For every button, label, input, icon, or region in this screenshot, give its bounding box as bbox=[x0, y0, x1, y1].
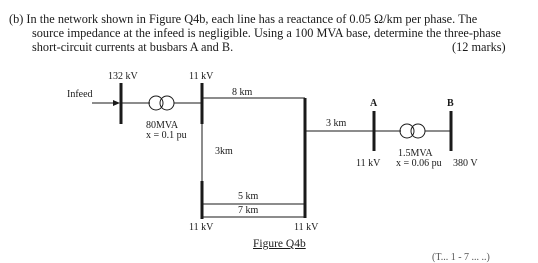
t2-rating-label: 1.5MVA bbox=[398, 148, 433, 159]
transformer-t1-secondary-winding bbox=[160, 96, 174, 110]
transformer-t1-primary-winding bbox=[149, 96, 163, 110]
question-line-2: source impedance at the infeed is negligible. Using a 100 MVA base, determine the three-phase bbox=[32, 26, 501, 40]
length-5km-label: 5 km bbox=[238, 191, 259, 202]
transformer-t2-secondary-winding bbox=[411, 124, 425, 138]
infeed-arrowhead bbox=[113, 100, 120, 106]
voltage-380v-label: 380 V bbox=[453, 158, 478, 169]
length-8km-label: 8 km bbox=[232, 87, 253, 98]
voltage-11kv-bottom-left-label: 11 kV bbox=[189, 222, 214, 233]
infeed-label: Infeed bbox=[67, 89, 93, 100]
t2-reactance-label: x = 0.06 pu bbox=[396, 158, 442, 169]
question-line-3: short-circuit currents at busbars A and B. bbox=[32, 40, 234, 54]
footer-fragment: (T... 1 - 7 ... ..) bbox=[432, 252, 490, 263]
t1-rating-label: 80MVA bbox=[146, 120, 179, 131]
voltage-11kv-a-label: 11 kV bbox=[356, 158, 381, 169]
busbar-a-label: A bbox=[370, 98, 378, 109]
voltage-132kv-label: 132 kV bbox=[108, 71, 138, 82]
length-3km-vertical-label: 3km bbox=[215, 146, 233, 157]
length-3km-horizontal-label: 3 km bbox=[326, 118, 347, 129]
figure-caption: Figure Q4b bbox=[253, 238, 306, 250]
t1-reactance-label: x = 0.1 pu bbox=[146, 130, 187, 141]
question-line-1: (b) In the network shown in Figure Q4b, each line has a reactance of 0.05 Ω/km per phase. The bbox=[9, 12, 478, 26]
transformer-t2-primary-winding bbox=[400, 124, 414, 138]
voltage-11kv-top-label: 11 kV bbox=[189, 71, 214, 82]
length-7km-label: 7 km bbox=[238, 205, 259, 216]
busbar-b-label: B bbox=[447, 98, 454, 109]
voltage-11kv-bottom-right-label: 11 kV bbox=[294, 222, 319, 233]
marks-label: (12 marks) bbox=[452, 40, 506, 54]
